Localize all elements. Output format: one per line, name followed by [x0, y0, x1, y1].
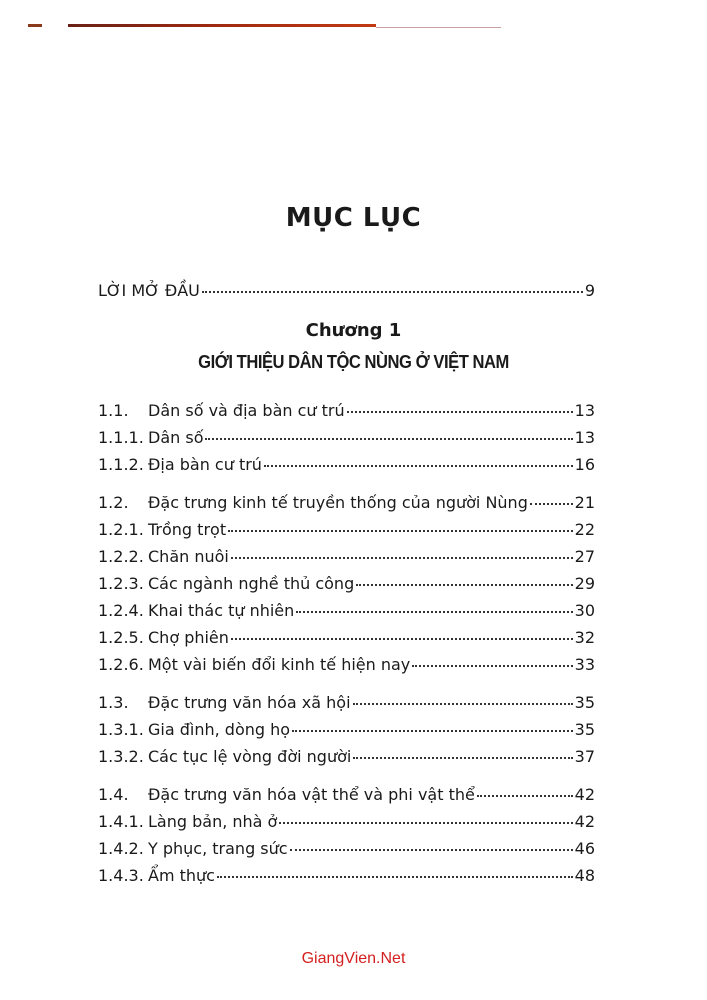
leader-dots — [231, 624, 573, 640]
toc-entry-page: 13 — [574, 401, 595, 420]
toc-entry[interactable] — [98, 654, 595, 678]
toc-entry-page: 29 — [574, 574, 595, 593]
toc-entry-page: 48 — [574, 866, 595, 885]
toc-entry[interactable] — [98, 546, 595, 570]
toc-entry-text: Y phục, trang sức — [148, 839, 288, 858]
toc-entry[interactable] — [98, 600, 595, 624]
toc-entry-number: 1.1. — [98, 401, 129, 420]
leader-dots — [477, 781, 573, 797]
leader-dots — [412, 651, 572, 667]
leader-dots — [217, 862, 573, 878]
toc-entry[interactable] — [98, 865, 595, 889]
toc-entry[interactable] — [98, 573, 595, 597]
toc-entry[interactable] — [98, 784, 595, 808]
toc-entry[interactable] — [98, 838, 595, 862]
toc-entry-text: Đặc trưng kinh tế truyền thống của người Nùng — [148, 493, 528, 512]
toc-entry-number: 1.2.4. — [98, 601, 144, 620]
toc-entry-text: Địa bàn cư trú — [148, 455, 262, 474]
toc-entry-number: 1.1.2. — [98, 455, 144, 474]
toc-entry-page: 16 — [574, 455, 595, 474]
toc-entry-page: 35 — [574, 693, 595, 712]
toc-entry-text: Các tục lệ vòng đời người — [148, 747, 352, 766]
toc-entry-text: Làng bản, nhà ở — [148, 812, 278, 831]
toc-entry-number: 1.2.3. — [98, 574, 144, 593]
leader-dots — [356, 570, 572, 586]
toc-entry-text: Đặc trưng văn hóa vật thể và phi vật thể — [148, 785, 475, 804]
toc-entry-text: Chợ phiên — [148, 628, 229, 647]
toc-entry-page: 33 — [574, 655, 595, 674]
toc-entry-text: Các ngành nghề thủ công — [148, 574, 355, 593]
toc-entry-number: 1.4.2. — [98, 839, 144, 858]
toc-entry-page: 9 — [584, 281, 595, 300]
toc-entry[interactable] — [98, 454, 595, 478]
leader-dots — [264, 451, 573, 467]
toc-entry-number: 1.3.2. — [98, 747, 144, 766]
toc-entry-number: 1.1.1. — [98, 428, 144, 447]
toc-entry-page: 22 — [574, 520, 595, 539]
toc-entry-number: 1.4. — [98, 785, 129, 804]
toc-entry-page: 37 — [574, 747, 595, 766]
toc-entry-text: Ẩm thực — [148, 866, 215, 885]
chapter-label: Chương 1 — [305, 320, 402, 341]
toc-entry[interactable] — [98, 627, 595, 651]
toc-entry[interactable] — [98, 719, 595, 743]
toc-entry-page: 46 — [574, 839, 595, 858]
toc-entry-preface[interactable] — [98, 280, 595, 304]
leader-dots — [290, 835, 573, 851]
toc-entry-number: 1.2.5. — [98, 628, 144, 647]
toc-entry-text: Chăn nuôi — [148, 547, 229, 566]
toc-entry-page: 27 — [574, 547, 595, 566]
toc-entry-text: Một vài biến đổi kinh tế hiện nay — [148, 655, 411, 674]
toc-entry-page: 35 — [574, 720, 595, 739]
toc-entry-text: Dân số — [148, 428, 204, 447]
leader-dots — [231, 543, 573, 559]
toc-entry-number: 1.3. — [98, 693, 129, 712]
leader-dots — [530, 489, 573, 505]
header-rule — [68, 24, 376, 27]
toc-entry[interactable] — [98, 400, 595, 424]
toc-entry[interactable] — [98, 746, 595, 770]
toc-entry[interactable] — [98, 492, 595, 516]
toc-entry-text: Đặc trưng văn hóa xã hội — [148, 693, 351, 712]
toc-entry[interactable] — [98, 427, 595, 451]
chapter-title: GIỚI THIỆU DÂN TỘC NÙNG Ở VIỆT NAM — [198, 352, 509, 372]
toc-entry-page: 13 — [574, 428, 595, 447]
toc-entry[interactable] — [98, 811, 595, 835]
leader-dots — [296, 597, 572, 613]
toc-entry-text: Dân số và địa bàn cư trú — [148, 401, 345, 420]
leader-dots — [347, 397, 573, 413]
toc-entry-text: Trồng trọt — [148, 520, 227, 539]
toc-entry-number: 1.2. — [98, 493, 129, 512]
toc-entry-page: 42 — [574, 812, 595, 831]
toc-entry-number: 1.2.1. — [98, 520, 144, 539]
toc-entry-number: 1.4.1. — [98, 812, 144, 831]
toc-entry-number: 1.4.3. — [98, 866, 144, 885]
leader-dots — [292, 716, 573, 732]
leader-dots — [205, 424, 572, 440]
toc-entry-page: 32 — [574, 628, 595, 647]
toc-entry-text: LỜI MỞ ĐẦU — [98, 281, 200, 300]
leader-dots — [353, 689, 573, 705]
toc-entry-page: 21 — [574, 493, 595, 512]
toc-entry-text: Gia đình, dòng họ — [148, 720, 291, 739]
toc-entry[interactable] — [98, 692, 595, 716]
toc-entry[interactable] — [98, 519, 595, 543]
toc-entry-number: 1.3.1. — [98, 720, 144, 739]
toc-entry-number: 1.2.6. — [98, 655, 144, 674]
header-rule-fragment — [28, 24, 42, 27]
leader-dots — [228, 516, 573, 532]
page-title: MỤC LỤC — [285, 203, 422, 233]
toc-entry-number: 1.2.2. — [98, 547, 144, 566]
toc-entry-text: Khai thác tự nhiên — [148, 601, 295, 620]
leader-dots — [279, 808, 572, 824]
toc-entry-page: 30 — [574, 601, 595, 620]
header-rule-thin — [376, 27, 501, 28]
watermark: GiangVien.Net — [301, 950, 406, 967]
toc-entry-page: 42 — [574, 785, 595, 804]
leader-dots — [202, 277, 583, 293]
leader-dots — [353, 743, 572, 759]
